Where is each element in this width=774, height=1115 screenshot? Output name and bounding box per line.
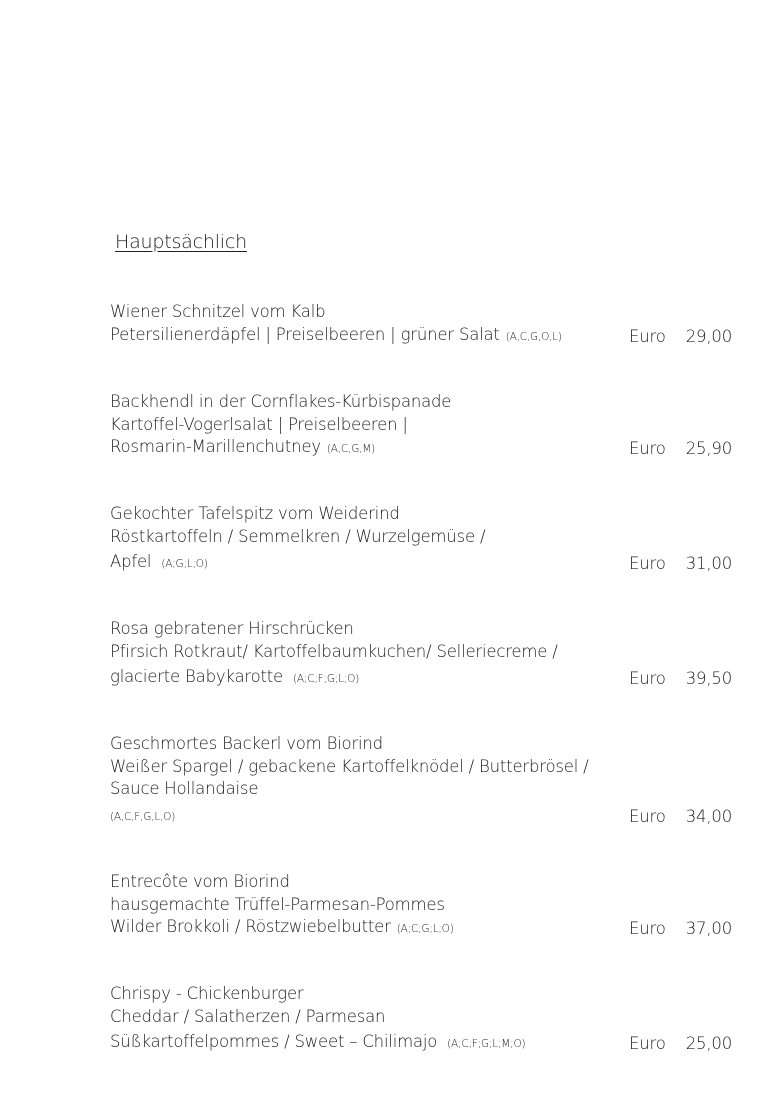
menu-item-backhendl [110,391,735,461]
item-description: Süßkartoffelpommes / Sweet – Chilimajo [110,1032,438,1051]
section-title: Hauptsächlich [115,231,247,253]
allergen-codes: (A;C;F;G;L;O) [293,673,360,685]
menu-item-backerl [110,733,735,828]
item-description: Pfirsich Rotkraut/ Kartoffelbaumkuchen/ Selleriecreme / [110,641,558,661]
item-description-last-line [110,666,735,691]
item-description: glacierte Babykarotte [110,667,283,686]
item-price: 31,00 [685,554,732,573]
item-name: Backhendl in der Cornflakes-Kürbispanade [110,392,452,411]
item-description: Weißer Spargel / gebackene Kartoffelknödel / Butterbrösel / [110,756,589,776]
item-description: Kartoffel-Vogerlsalat | Preiselbeeren | [110,414,408,434]
item-description-last-line [110,804,735,829]
item-description-last-line [110,551,735,576]
menu-item-entrecote [110,871,735,941]
item-description: hausgemachte Trüffel-Parmesan-Pommes [110,894,445,914]
currency-label: Euro [629,554,666,573]
menu-item-chickenburger [110,983,735,1056]
item-description-last-line [110,916,735,941]
item-description: Petersilienerdäpfel | Preiselbeeren | grüner Salat [110,324,500,344]
item-description: Röstkartoffeln / Semmelkren / Wurzelgemüse / [110,526,486,546]
item-name: Gekochter Tafelspitz vom Weiderind [110,504,400,523]
item-name: Chrispy - Chickenburger [110,984,304,1003]
item-description: Apfel [110,552,152,571]
item-price: 37,00 [685,919,732,938]
allergen-codes: (A,C,G,O,L) [505,330,562,343]
item-name: Wiener Schnitzel vom Kalb [110,302,326,321]
item-name: Geschmortes Backerl vom Biorind [110,734,383,753]
menu-item-wiener-schnitzel [110,301,735,348]
allergen-codes: (A,C,G,M) [326,443,376,455]
item-price: 25,00 [685,1034,732,1053]
currency-label: Euro [629,806,666,826]
currency-label: Euro [629,919,666,938]
item-description-last-line [110,324,735,349]
item-name: Entrecôte vom Biorind [110,872,290,891]
allergen-codes: (A;C;G;L;O) [396,923,454,935]
item-description: Sauce Hollandaise [110,779,259,798]
item-description: Wilder Brokkoli / Röstzwiebelbutter [110,917,391,936]
item-description-last-line [110,436,735,461]
item-name: Rosa gebratener Hirschrücken [110,619,354,638]
item-price: 25,90 [685,439,732,458]
item-price: 39,50 [685,669,732,688]
currency-label: Euro [629,1034,666,1053]
allergen-codes: (A;C;F;G;L;M;O) [447,1038,526,1050]
currency-label: Euro [629,326,666,346]
item-description: Cheddar / Salatherzen / Parmesan [110,1006,386,1026]
menu-item-tafelspitz [110,503,735,576]
item-description-last-line [110,1031,735,1056]
menu-item-hirschruecken [110,618,735,691]
currency-label: Euro [629,439,666,458]
item-price: 29,00 [685,326,732,346]
item-description: Rosmarin-Marillenchutney [110,437,321,456]
item-price: 34,00 [685,806,732,826]
allergen-codes: (A,C,F,G,L,O) [110,810,176,823]
allergen-codes: (A;G;L;O) [161,558,208,570]
currency-label: Euro [629,669,666,688]
